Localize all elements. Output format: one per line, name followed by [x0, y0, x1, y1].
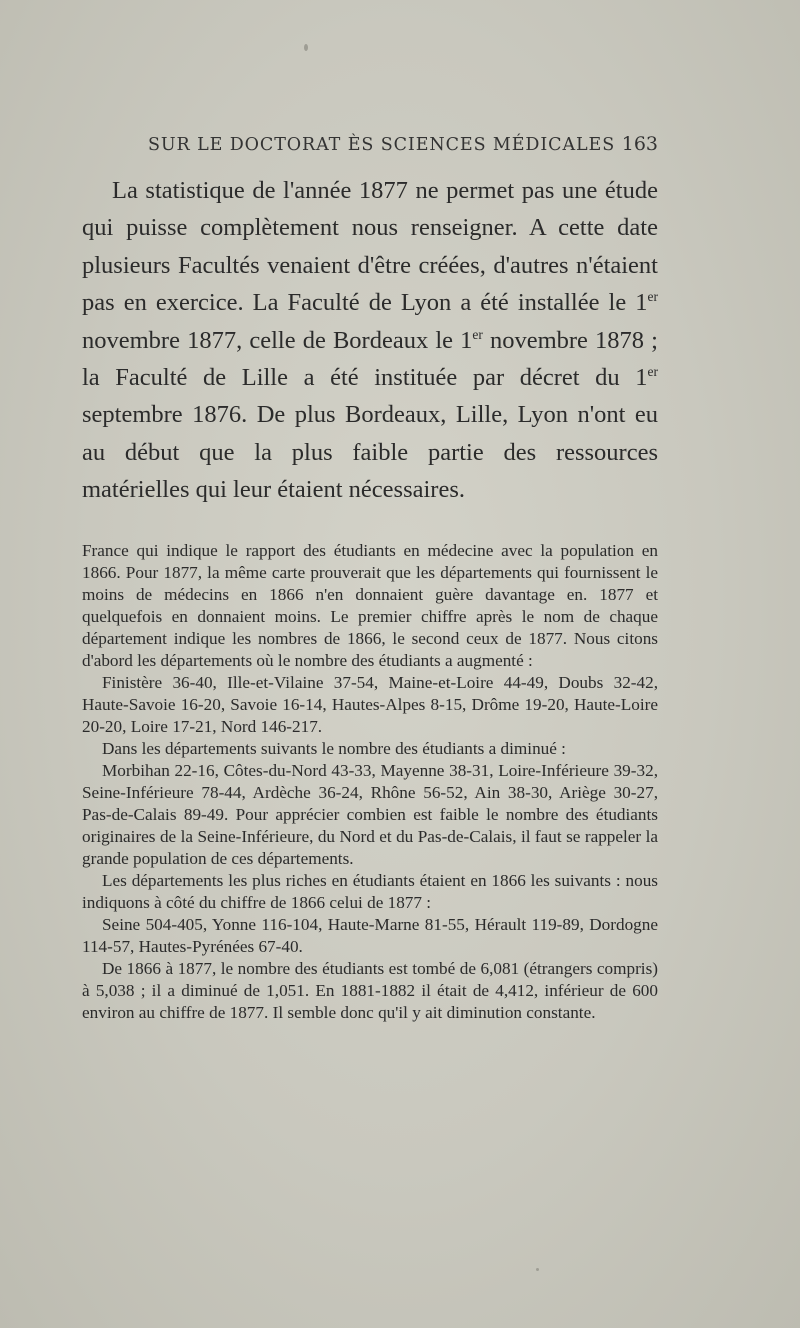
text-run: La statistique de l'année 1877 ne permet pas une étude qui puisse complètement nous renseigner. A cette date plusieurs Facultés venaient d'être créées, d'autres n'étaient pas en exercice. La Faculté de Lyon a été installée le 1 — [82, 177, 658, 317]
text-run: septembre 1876. De plus Bordeaux, Lille, Lyon n'ont eu au début que la plus faible partie des ressources matérielles qui leur étaient nécessaires. — [82, 401, 658, 504]
ink-speck — [536, 1268, 539, 1271]
superscript: er — [647, 289, 658, 305]
footnote — [82, 540, 658, 1024]
footnote-paragraph: Dans les départements suivants le nombre des étudiants a diminué : — [102, 739, 566, 758]
footnote-paragraph: De 1866 à 1877, le nombre des étudiants est tombé de 6,081 (étrangers compris) à 5,038 ; il a diminué de 1,051. En 1881-1882 il était de 4,412, inférieur de 600 environ au chiffre de 1877. Il semble donc qu'il y ait diminution constante. — [82, 959, 658, 1022]
ink-speck — [304, 44, 308, 51]
superscript: er — [472, 326, 483, 342]
main-text — [82, 172, 658, 509]
page-number: 163 — [621, 133, 658, 155]
superscript: er — [647, 363, 658, 379]
running-header — [148, 133, 658, 155]
footnote-paragraph: Les départements les plus riches en étudiants étaient en 1866 les suivants : nous indiquons à côté du chiffre de 1866 celui de 1877 : — [82, 871, 658, 912]
footnote-paragraph: Finistère 36-40, Ille-et-Vilaine 37-54, Maine-et-Loire 44-49, Doubs 32-42, Haute-Savoie 16-20, Savoie 16-14, Hautes-Alpes 8-15, Drôme 19-20, Haute-Loire 20-20, Loire 17-21, Nord 146-217. — [82, 673, 658, 736]
main-paragraph — [82, 172, 658, 509]
footnote-paragraph: France qui indique le rapport des étudiants en médecine avec la population en 1866. Pour 1877, la même carte prouverait que les départements qui fournissent le moins de médecins en 1866 n'en donnaient guère davantage en. 1877 et quelquefois en donnaient moins. Le premier chiffre après le nom de chaque département indique les nombres de 1866, le second ceux de 1877. Nous citons d'abord les départements où le nombre des étudiants a augmenté : — [82, 541, 658, 670]
text-run: novembre 1878 ; la Faculté de Lille a été instituée par décret du 1 — [82, 326, 658, 392]
running-title: SUR LE DOCTORAT ÈS SCIENCES MÉDICALES — [148, 135, 616, 155]
footnote-paragraph: Morbihan 22-16, Côtes-du-Nord 43-33, Mayenne 38-31, Loire-Inférieure 39-32, Seine-Inférieure 78-44, Ardèche 36-24, Rhône 56-52, Ain 38-30, Ariège 30-27, Pas-de-Calais 89-49. Pour apprécier combien est faible le nombre des étudiants originaires de la Seine-Inférieure, du Nord et du Pas-de-Calais, il faut se rappeler la grande population de ces départements. — [82, 761, 658, 868]
footnote-paragraph: Seine 504-405, Yonne 116-104, Haute-Marne 81-55, Hérault 119-89, Dordogne 114-57, Hautes-Pyrénées 67-40. — [82, 915, 658, 956]
text-run: novembre 1877, celle de Bordeaux le 1 — [82, 326, 473, 354]
